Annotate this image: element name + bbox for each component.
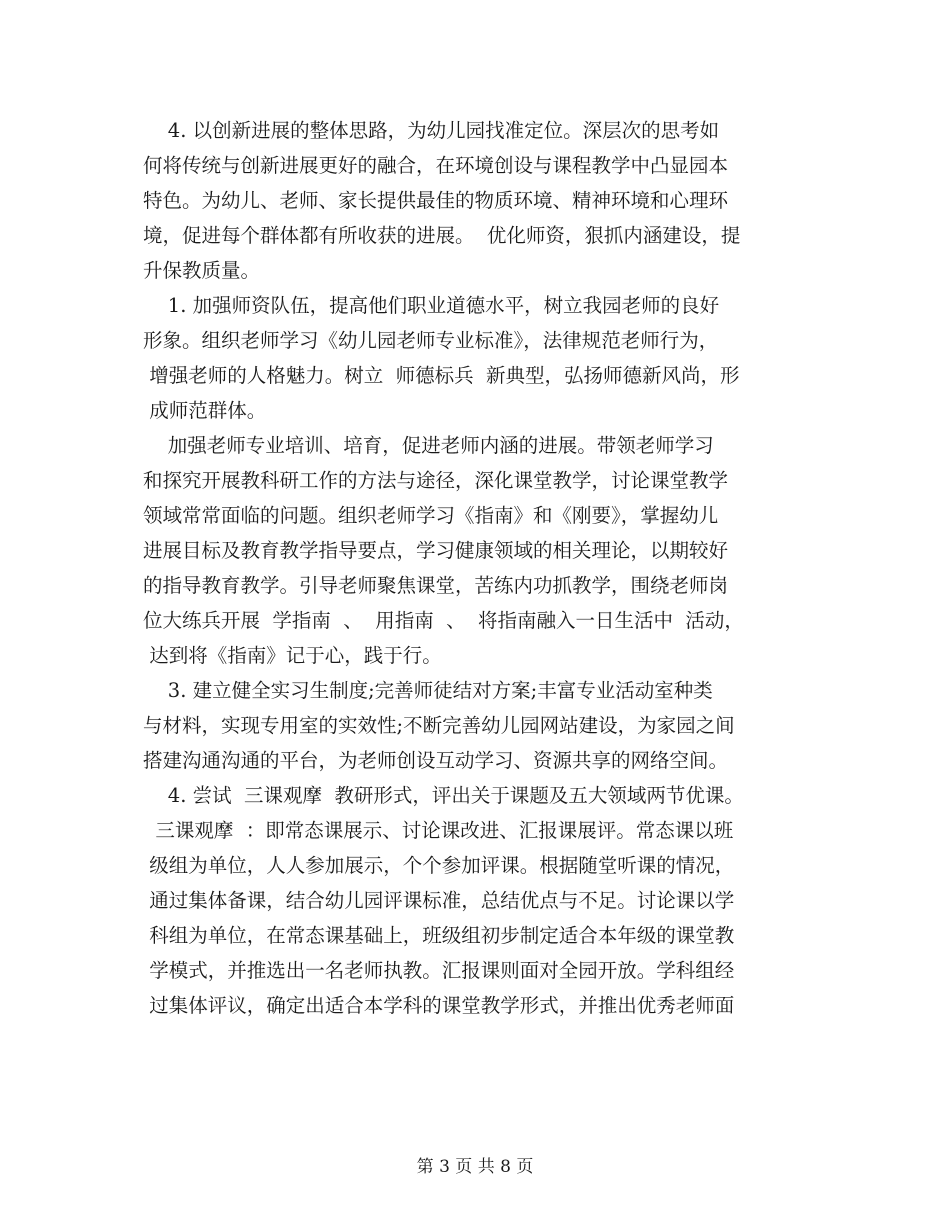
text-line: 与材料，实现专用室的实效性;不断完善幼儿园网站建设，为家园之间 [143,714,735,737]
text-line: 成师范群体。 [143,399,267,422]
text-line: 进展目标及教育教学指导要点，学习健康领域的相关理论，以期较好 [143,539,729,562]
text-line: 增强老师的人格魅力。树立 师德标兵 新典型，弘扬师德新风尚，形 [143,364,740,387]
text-line: 级组为单位，人人参加展示，个个参加评课。根据随堂听课的情况， [143,854,735,877]
paragraph-1 [143,113,813,288]
text-line: 达到将《指南》记于心，践于行。 [143,644,442,667]
text-line: 加强老师专业培训、培育，促进老师内涵的进展。带领老师学习 [143,434,714,457]
text-line: 领域常常面临的问题。组织老师学习《指南》和《刚要》，掌握幼儿 [143,504,719,527]
text-line: 升保教质量。 [143,259,261,282]
page-number-footer: 第 3 页 共 8 页 [416,1157,534,1177]
text-line: 三课观摩 ：即常态课展示、讨论课改进、汇报课展评。常态课以班 [143,819,734,842]
text-line: 学模式，并推选出一名老师执教。汇报课则面对全园开放。学科组经 [143,959,735,982]
text-line: 搭建沟通沟通的平台，为老师创设互动学习、资源共享的网络空间。 [143,749,729,772]
text-line: 境，促进每个群体都有所收获的进展。 优化师资，狠抓内涵建设，提 [143,224,741,247]
text-line: 和探究开展教科研工作的方法与途径，深化课堂教学，讨论课堂教学 [143,469,729,492]
text-line: 何将传统与创新进展更好的融合，在环境创设与课程教学中凸显园本 [143,154,729,177]
text-line: 3. 建立健全实习生制度;完善师徒结对方案;丰富专业活动室种类 [143,679,713,702]
text-line: 4. 以创新进展的整体思路，为幼儿园找准定位。深层次的思考如 [143,119,720,142]
text-line: 通过集体备课，结合幼儿园评课标准，总结优点与不足。讨论课以学 [143,889,735,912]
paragraph-5 [143,778,813,1023]
text-line: 过集体评议，确定出适合本学科的课堂教学形式，并推出优秀老师面 [143,994,735,1017]
text-line: 的指导教育教学。引导老师聚焦课堂，苦练内功抓教学，围绕老师岗 [143,574,729,597]
text-line: 1. 加强师资队伍，提高他们职业道德水平，树立我园老师的良好 [143,294,720,317]
paragraph-2 [143,288,813,428]
document-body [143,113,813,1023]
text-line: 4. 尝试 三课观摩 教研形式，评出关于课题及五大领域两节优课。 [143,784,744,807]
text-line: 形象。组织老师学习《幼儿园老师专业标准》，法律规范老师行为， [143,329,719,352]
text-line: 科组为单位，在常态课基础上，班级组初步制定适合本年级的课堂教 [143,924,735,947]
text-line: 特色。为幼儿、老师、家长提供最佳的物质环境、精神环境和心理环 [143,189,729,212]
paragraph-3 [143,428,813,673]
text-line: 位大练兵开展 学指南 、 用指南 、 将指南融入一日生活中 活动， [143,609,744,632]
paragraph-4 [143,673,813,778]
